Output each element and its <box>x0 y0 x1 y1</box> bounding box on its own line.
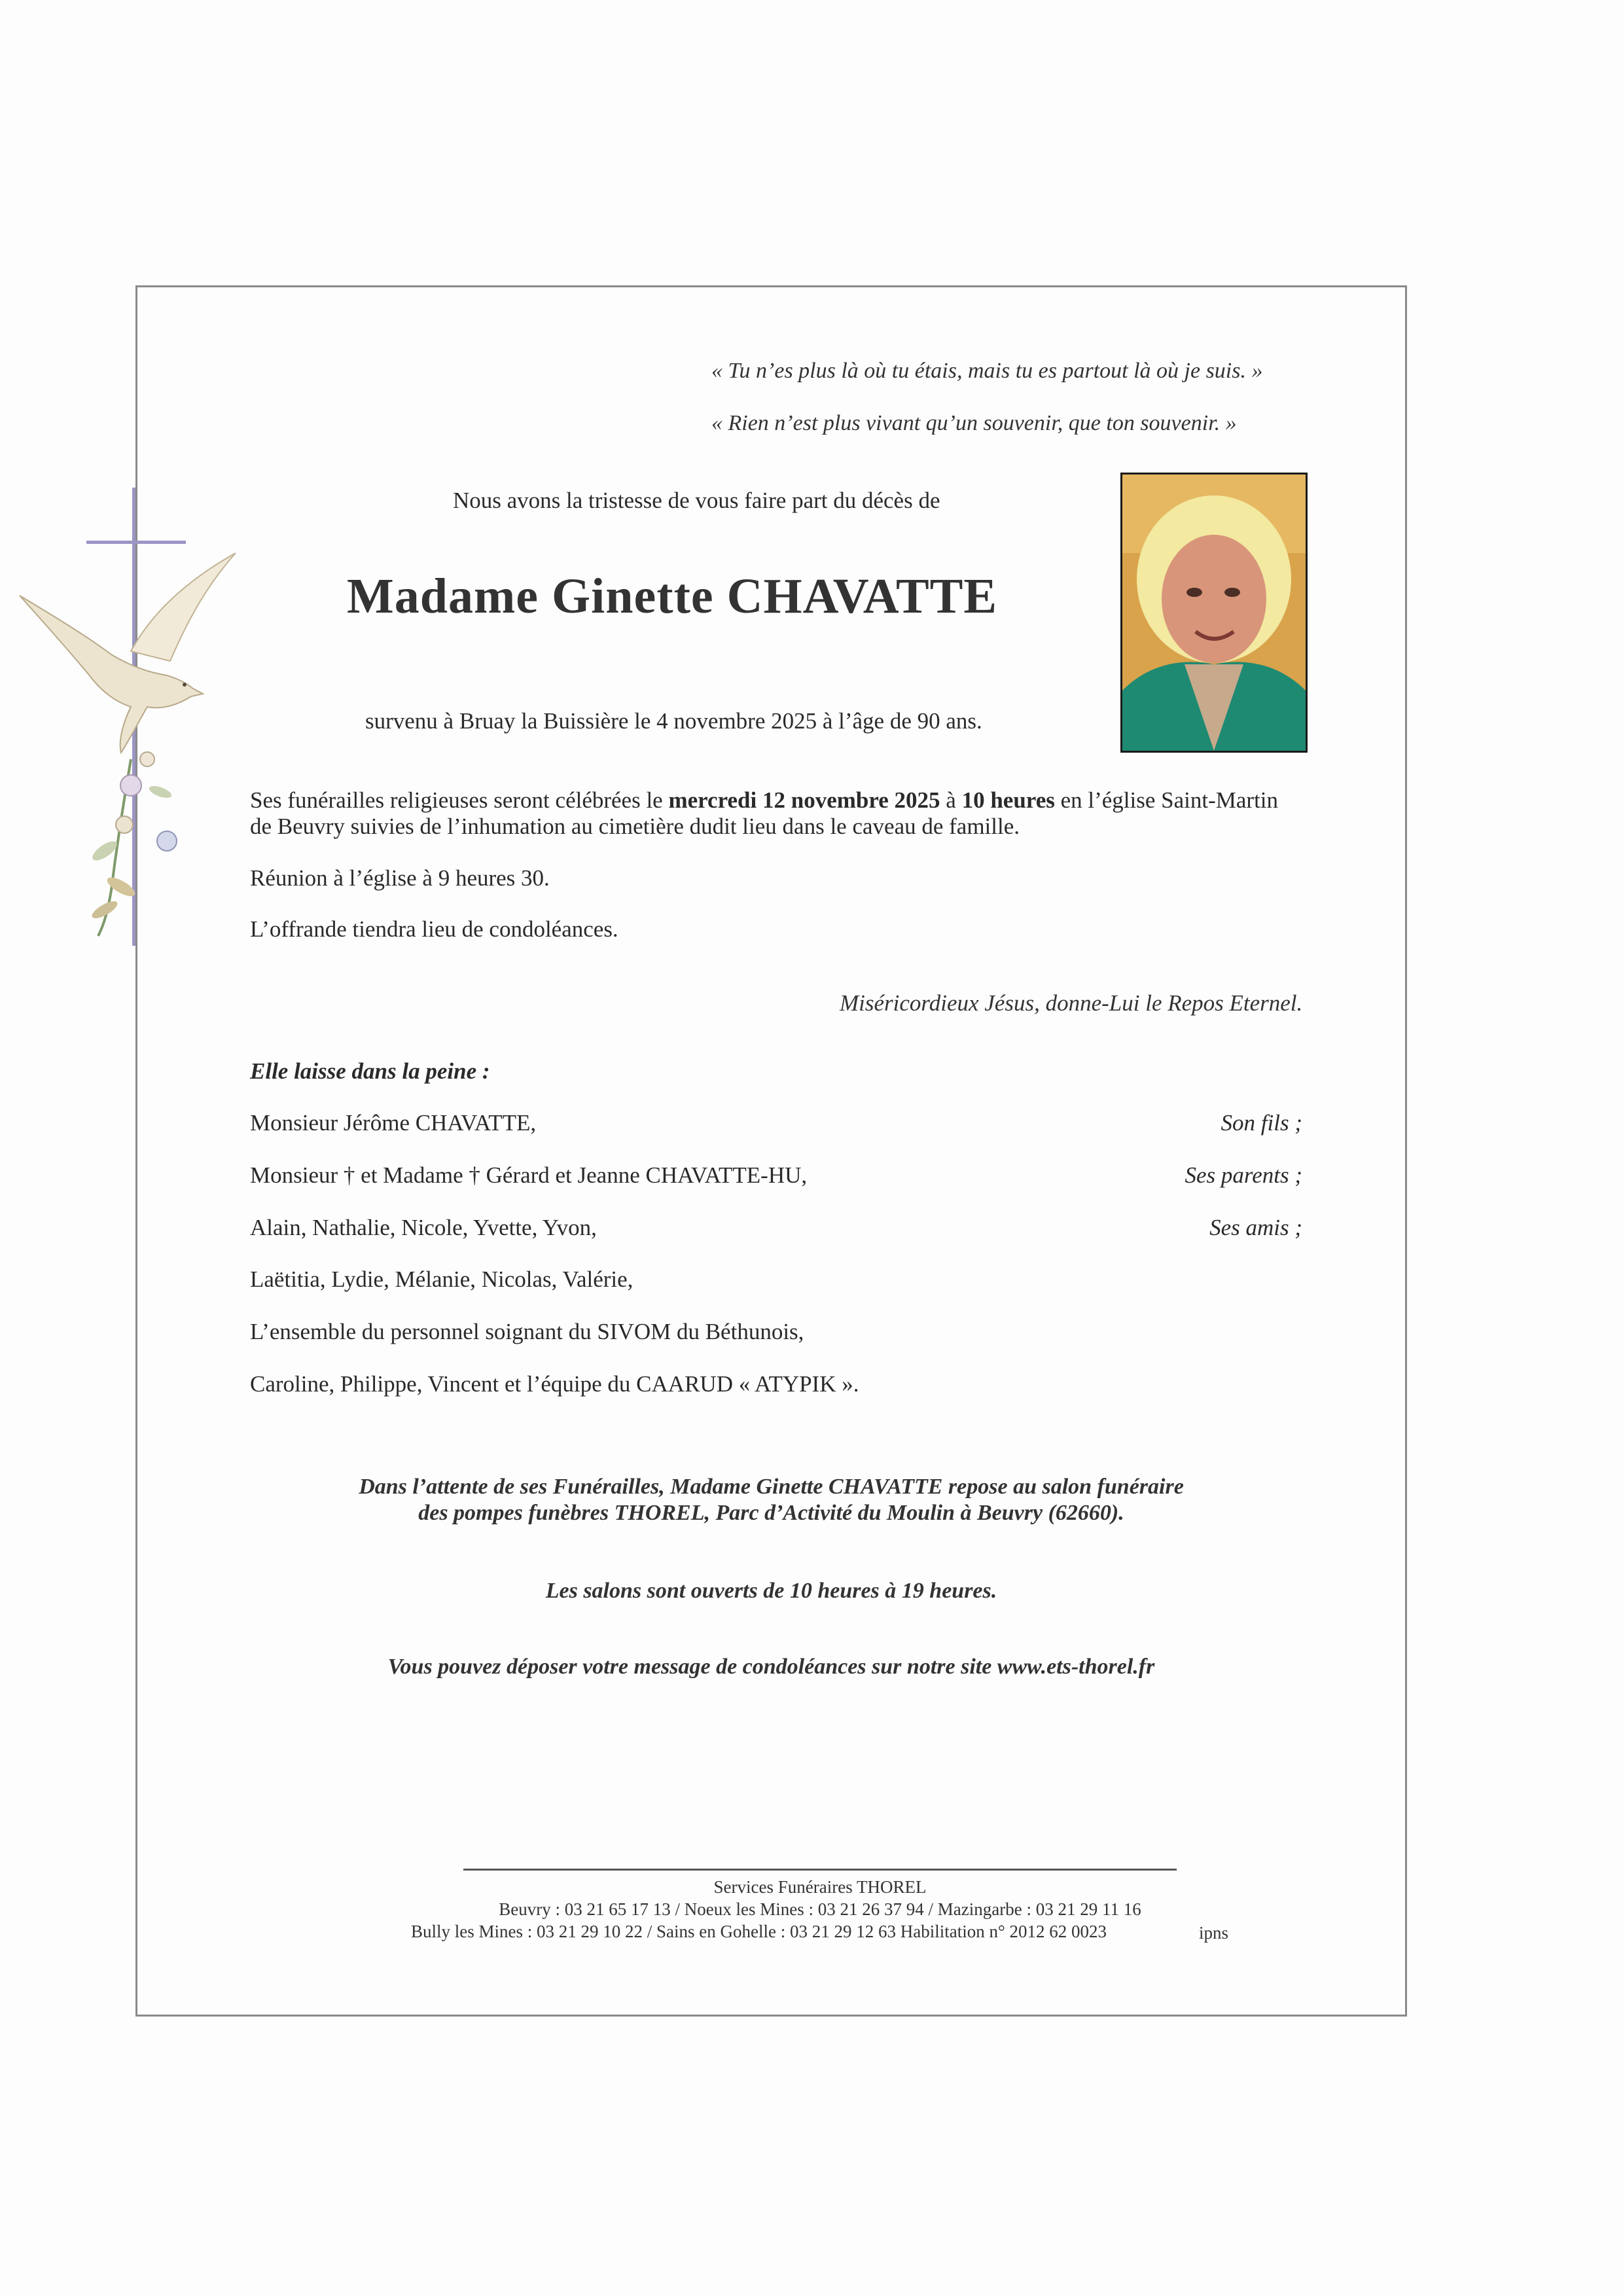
funeral-text-b: à <box>940 787 962 813</box>
funeral-line-2: de Beuvry suivies de l’inhumation au cimetière dudit lieu dans le caveau de famille. <box>250 814 1020 839</box>
prayer-text: Miséricordieux Jésus, donne-Lui le Repos Eternel. <box>840 990 1303 1016</box>
salon-line-1: Dans l’attente de ses Funérailles, Madame Ginette CHAVATTE repose au salon funéraire <box>359 1475 1184 1499</box>
offering-text: L’offrande tiendra lieu de condoléances. <box>250 916 618 942</box>
condolence-website: Vous pouvez déposer votre message de condoléances sur notre site www.ets-thorel.fr <box>387 1655 1155 1679</box>
death-info: survenu à Bruay la Buissière le 4 novembre 2025 à l’âge de 90 ans. <box>365 708 982 734</box>
funeral-text-a: Ses funérailles religieuses seront célébrées le <box>250 787 669 813</box>
meeting-text: Réunion à l’église à 9 heures 30. <box>250 865 550 891</box>
footer-mark: ipns <box>1199 1923 1229 1943</box>
salon-hours: Les salons sont ouverts de 10 heures à 19 heures. <box>545 1579 997 1603</box>
relative-name: Monsieur Jérôme CHAVATTE, <box>250 1110 537 1136</box>
funeral-date: mercredi 12 novembre 2025 <box>668 787 940 813</box>
footer-divider <box>463 1869 1177 1871</box>
quote-1: « Tu n’es plus là où tu étais, mais tu es partout là où je suis. » <box>711 359 1263 383</box>
portrait-photo <box>1120 473 1308 753</box>
leaves-heading: Elle laisse dans la peine : <box>250 1058 490 1084</box>
relative-role: Ses parents ; <box>1185 1162 1302 1188</box>
dove-icon <box>20 553 236 753</box>
relative-role: Ses amis ; <box>1209 1215 1302 1240</box>
relative-name: L’ensemble du personnel soignant du SIVOM du Béthunois, <box>250 1319 804 1344</box>
funeral-time: 10 heures <box>961 787 1055 813</box>
relative-name: Monsieur † et Madame † Gérard et Jeanne CHAVATTE-HU, <box>250 1162 808 1188</box>
cross-dove-decoration <box>13 484 249 956</box>
deceased-name: Madame Ginette CHAVATTE <box>347 569 998 624</box>
portrait-illustration <box>1122 475 1306 751</box>
funeral-line-1 <box>250 787 1278 814</box>
salon-line-2: des pompes funèbres THOREL, Parc d’Activité du Moulin à Beuvry (62660). <box>418 1501 1124 1525</box>
relative-role: Son fils ; <box>1221 1110 1302 1136</box>
funeral-text-c: en l’église Saint-Martin <box>1054 787 1279 813</box>
footer-contacts-1: Beuvry : 03 21 65 17 13 / Noeux les Mines : 03 21 26 37 94 / Mazingarbe : 03 21 29 11 16 <box>499 1899 1141 1919</box>
footer-company: Services Funéraires THOREL <box>713 1877 927 1897</box>
relative-name: Laëtitia, Lydie, Mélanie, Nicolas, Valérie, <box>250 1266 633 1292</box>
intro-text: Nous avons la tristesse de vous faire part du décès de <box>453 488 940 513</box>
quote-2: « Rien n’est plus vivant qu’un souvenir, que ton souvenir. » <box>711 411 1237 435</box>
footer-contacts-2: Bully les Mines : 03 21 29 10 22 / Sains en Gohelle : 03 21 29 12 63 Habilitation n° 2012 62 0023 <box>411 1922 1107 1941</box>
relative-name: Alain, Nathalie, Nicole, Yvette, Yvon, <box>250 1215 597 1240</box>
relative-name: Caroline, Philippe, Vincent et l’équipe du CAARUD « ATYPIK ». <box>250 1371 859 1397</box>
